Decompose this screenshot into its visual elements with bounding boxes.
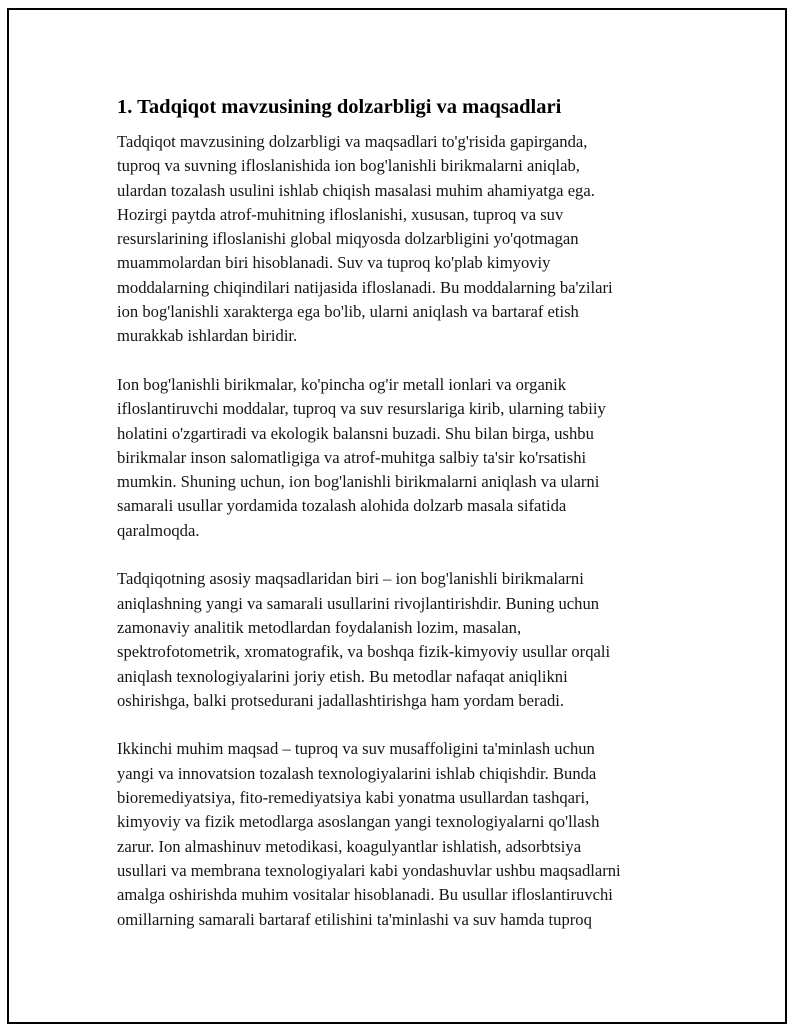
text-line: bioremediyatsiya, fito-remediyatsiya kabi yonatma usullardan tashqari, — [117, 788, 590, 808]
text-line: Tadqiqotning asosiy maqsadlaridan biri – ion bog'lanishli birikmalarni — [117, 569, 584, 589]
text-line: zamonaviy analitik metodlardan foydalanish lozim, masalan, — [117, 617, 522, 637]
text-line: holatini o'zgartiradi va ekologik balansni buzadi. Shu bilan birga, ushbu — [117, 423, 594, 443]
text-line: Tadqiqot mavzusining dolzarbligi va maqsadlari to'g'risida gapirganda, — [117, 132, 588, 151]
text-line: Hozirgi paytda atrof-muhitning ifloslanishi, xususan, tuproq va suv — [117, 204, 564, 224]
paragraph — [117, 130, 697, 349]
text-line: yangi va innovatsion tozalash texnologiyalarini ishlab chiqishdir. Bunda — [117, 763, 597, 783]
text-line: ulardan tozalash usulini ishlab chiqish masalasi muhim ahamiyatga ega. — [117, 180, 595, 200]
text-line: qaralmoqda. — [117, 520, 200, 540]
text-line: kimyoviy va fizik metodlarga asoslangan yangi texnologiyalarni qo'llash — [117, 812, 600, 832]
paragraph — [117, 737, 697, 931]
text-line: zarur. Ion almashinuv metodikasi, koagulyantlar ishlatish, adsorbtsiya — [117, 836, 582, 856]
text-line: murakkab ishlardan biridir. — [117, 326, 298, 346]
text-line: aniqlashning yangi va samarali usullarini rivojlantirishdir. Buning uchun — [117, 593, 600, 613]
text-line: oshirishga, balki protsedurani jadallashtirishga ham yordam beradi. — [117, 690, 564, 710]
text-line: mumkin. Shuning uchun, ion bog'lanishli birikmalarni aniqlash va ularni — [117, 472, 600, 492]
paragraph — [117, 373, 697, 543]
text-line: usullari va membrana texnologiyalari kabi yondashuvlar ushbu maqsadlarni — [117, 860, 621, 880]
text-line: moddalarning chiqindilari natijasida ifloslanadi. Bu moddalarning ba'zilari — [117, 277, 613, 297]
text-line: spektrofotometrik, xromatografik, va boshqa fizik-kimyoviy usullar orqali — [117, 642, 611, 662]
paragraph-list — [117, 130, 697, 932]
text-line: aniqlash texnologiyalarini joriy etish. Bu metodlar nafaqat aniqlikni — [117, 666, 568, 686]
text-line: omillarning samarali bartaraf etilishini ta'minlashi va suv hamda tuproq — [117, 909, 592, 929]
text-line: tuproq va suvning ifloslanishida ion bog'lanishli birikmalarni aniqlab, — [117, 156, 580, 176]
document-body — [117, 94, 697, 956]
text-line: Ikkinchi muhim maqsad – tuproq va suv musaffoligini ta'minlash uchun — [117, 739, 595, 759]
text-line: ifloslantiruvchi moddalar, tuproq va suv resurslariga kirib, ularning tabiiy — [117, 399, 606, 419]
text-line: resurslarining ifloslanishi global miqyosda dolzarbligini yo'qotmagan — [117, 229, 579, 249]
text-line: amalga oshirishda muhim vositalar hisoblanadi. Bu usullar ifloslantiruvchi — [117, 885, 613, 905]
text-line: birikmalar inson salomatligiga va atrof-muhitga salbiy ta'sir ko'rsatishi — [117, 447, 587, 467]
section-heading: 1. Tadqiqot mavzusining dolzarbligi va maqsadlari — [117, 96, 562, 118]
text-line: ion bog'lanishli xarakterga ega bo'lib, ularni aniqlash va bartaraf etish — [117, 302, 579, 322]
text-line: samarali usullar yordamida tozalash alohida dolzarb masala sifatida — [117, 496, 567, 516]
text-line: muammolardan biri hisoblanadi. Suv va tuproq ko'plab kimyoviy — [117, 253, 551, 273]
paragraph — [117, 567, 697, 713]
text-line: Ion bog'lanishli birikmalar, ko'pincha og'ir metall ionlari va organik — [117, 374, 567, 394]
